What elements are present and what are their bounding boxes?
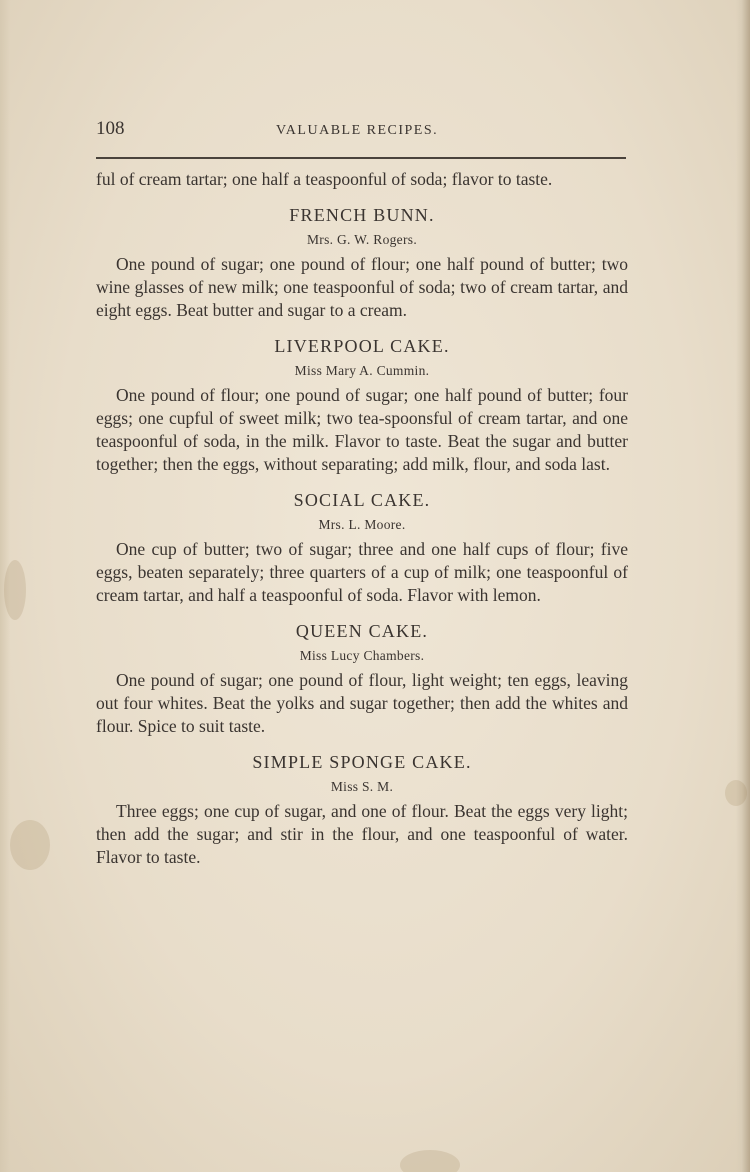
recipe-text: Three eggs; one cup of sugar, and one of flour. Beat the eggs very light; then add the sugar; and stir in the flour, and one teaspoonful of water. Flavor to taste. [96, 801, 628, 867]
recipe-author: Miss S. M. [330, 779, 394, 794]
paper-stain [10, 820, 50, 870]
page-header [96, 118, 626, 148]
recipe-liverpool-cake [96, 334, 628, 476]
recipe-title: SOCIAL CAKE. [293, 490, 431, 510]
paper-stain [400, 1150, 460, 1172]
recipe-social-cake [96, 488, 628, 607]
paper-stain [4, 560, 26, 620]
page-number: 108 [96, 118, 125, 139]
page-spine-shadow [736, 0, 750, 1172]
recipe-simple-sponge-cake [96, 750, 628, 869]
recipe-queen-cake [96, 619, 628, 738]
recipe-title: LIVERPOOL CAKE. [274, 336, 450, 356]
continuation-paragraph: ful of cream tartar; one half a teaspoonful of soda; flavor to taste. [96, 169, 553, 189]
recipe-author: Miss Mary A. Cummin. [294, 363, 430, 378]
page-content [96, 168, 628, 869]
recipe-title: FRENCH BUNN. [289, 205, 435, 225]
recipe-text: One pound of sugar; one pound of flour, light weight; ten eggs, leaving out four whites. Beat the yolks and sugar together; then add the whites and flour. Spice to suit taste. [96, 670, 628, 736]
recipe-french-bunn [96, 203, 628, 322]
paper-stain [725, 780, 747, 806]
running-title: VALUABLE RECIPES. [276, 123, 439, 138]
header-rule [96, 157, 626, 159]
recipe-title: QUEEN CAKE. [295, 621, 429, 641]
recipe-title: SIMPLE SPONGE CAKE. [252, 752, 472, 772]
recipe-author: Mrs. G. W. Rogers. [306, 232, 418, 247]
recipe-author: Mrs. L. Moore. [318, 517, 406, 532]
recipe-text: One pound of flour; one pound of sugar; one half pound of butter; four eggs; one cupful of sweet milk; two tea-spoonsful of cream tartar, and one teaspoonful of soda, in the milk. Flavor to taste. Beat the sugar and butter together; then the eggs, without separating; add milk, flour, and soda last. [96, 385, 628, 474]
recipe-text: One cup of butter; two of sugar; three and one half cups of flour; five eggs, beaten separately; three quarters of a cup of milk; one teaspoonful of cream tartar, and half a teaspoonful of soda. Flavor with lemon. [96, 539, 628, 605]
recipe-author: Miss Lucy Chambers. [299, 648, 425, 663]
recipe-text: One pound of sugar; one pound of flour; one half pound of butter; two wine glasses of new milk; one teaspoonful of soda; two of cream tartar, and eight eggs. Beat butter and sugar to a cream. [96, 254, 628, 320]
